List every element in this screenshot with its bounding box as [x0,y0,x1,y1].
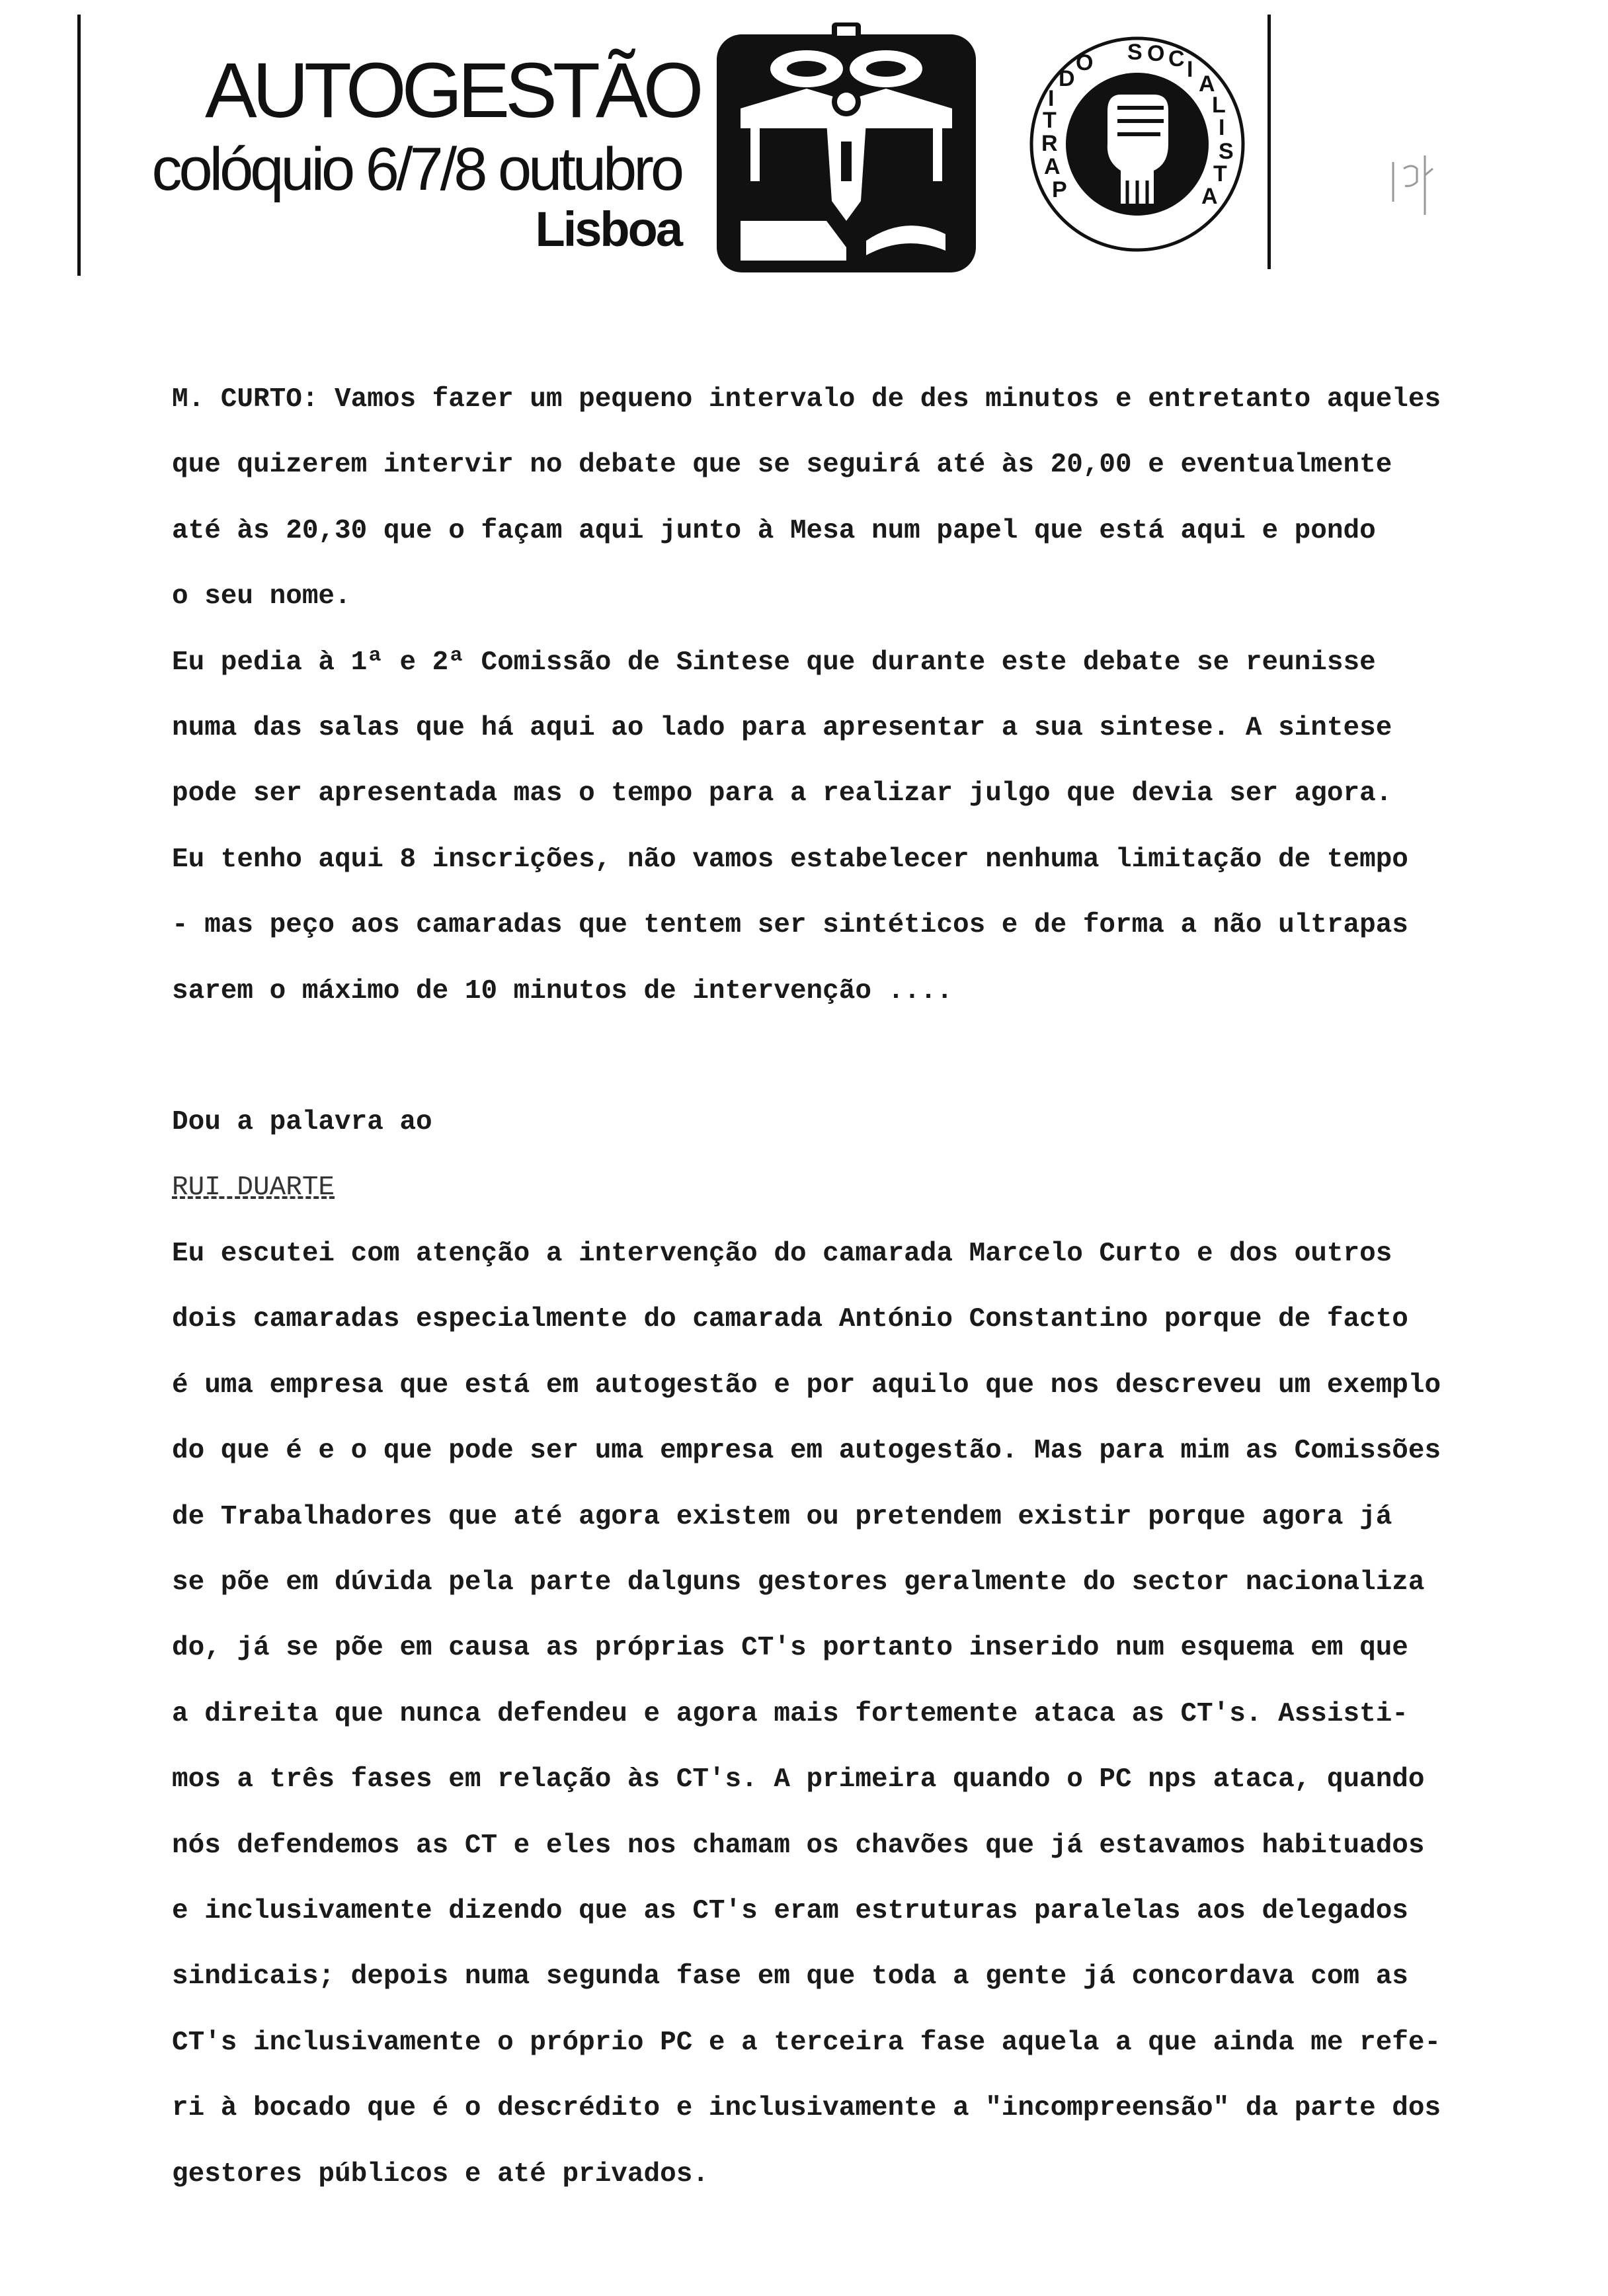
text-line: o seu nome. [172,581,351,612]
svg-text:A: A [1201,184,1218,209]
text-line: pode ser apresentada mas o tempo para a realizar julgo que devia ser agora. [172,778,1392,809]
speech-line: a direita que nunca defendeu e agora mais fortemente ataca as CT's. Assisti- [172,1698,1408,1729]
svg-text:I: I [1048,86,1055,111]
svg-text:O: O [1076,50,1094,75]
text-line: - mas peço aos camaradas que tentem ser sintéticos e de forma a não ultrapas [172,910,1408,941]
speech-line: Eu escutei com atenção a intervenção do camarada Marcelo Curto e dos outros [172,1238,1392,1269]
text-line: sarem o máximo de 10 minutos de intervenção .... [172,975,953,1006]
svg-text:O: O [1147,41,1165,66]
svg-text:I: I [1187,57,1193,82]
speech-line: ri à bocado que é o descrédito e inclusivamente a "incompreensão" da parte dos [172,2093,1441,2124]
speech-line: de Trabalhadores que até agora existem ou pretendem existir porque agora já [172,1501,1392,1532]
svg-text:A: A [1044,154,1061,179]
svg-text:P: P [1052,177,1067,202]
colloquium-title: AUTOGESTÃO [205,47,700,134]
colloquium-city: Lisboa [535,202,681,257]
svg-text:S: S [1219,139,1234,164]
text-line: que quizerem intervir no debate que se seguirá até às 20,00 e eventualmente [172,450,1392,481]
speech-line: do, já se põe em causa as próprias CT's portanto inserido num esquema em que [172,1633,1408,1664]
text-line: Eu pedia à 1ª e 2ª Comissão de Sintese que durante este debate se reunisse [172,647,1376,678]
speech-line: dois camaradas especialmente do camarada António Constantino porque de facto [172,1304,1408,1335]
svg-text:I: I [1219,115,1225,140]
text-line: numa das salas que há aqui ao lado para apresentar a sua sintese. A sintese [172,713,1392,744]
speech-line: mos a três fases em relação às CT's. A primeira quando o PC nps ataca, quando [172,1764,1425,1795]
header-right-rule [1267,15,1271,269]
autogestao-emblem-logo [714,22,979,275]
svg-text:T: T [1043,108,1057,133]
speech-line: é uma empresa que está em autogestão e por aquilo que nos descreveu um exemplo [172,1370,1441,1401]
svg-text:D: D [1059,66,1075,91]
speech-line: sindicais; depois numa segunda fase em que toda a gente já concordava com as [172,1961,1408,1992]
colloquium-dates: colóquio 6/7/8 outubro [151,136,681,203]
header-left-rule [77,15,81,276]
svg-text:R: R [1041,131,1058,156]
speech-line: gestores públicos e até privados. [172,2158,709,2190]
svg-text:A: A [1199,71,1215,97]
paragraph-gap [172,1024,1508,1090]
page-number-mark [1385,149,1438,222]
speech-line: nós defendemos as CT e eles nos chamam os chavões que já estavamos habituados [172,1830,1425,1861]
text-line: até às 20,30 que o façam aqui junto à Mesa num papel que está aqui e pondo [172,515,1376,546]
transcript-body [172,367,1508,2207]
text-line: Eu tenho aqui 8 inscrições, não vamos estabelecer nenhuma limitação de tempo [172,844,1408,875]
text-line: M. CURTO: Vamos fazer um pequeno intervalo de des minutos e entretanto aqueles [172,384,1441,415]
speaker-name: RUI DUARTE [172,1172,335,1204]
partido-socialista-logo [1028,32,1246,257]
svg-text:T: T [1213,161,1227,186]
speech-line: do que é e o que pode ser uma empresa em autogestão. Mas para mim as Comissões [172,1436,1441,1467]
speech-line: se põe em dúvida pela parte dalguns gestores geralmente do sector nacionaliza [172,1567,1425,1598]
svg-text:C: C [1168,46,1185,71]
svg-text:L: L [1212,93,1226,118]
speech-line: CT's inclusivamente o próprio PC e a terceira fase aquela a que ainda me refe- [172,2027,1441,2058]
speech-line: e inclusivamente dizendo que as CT's eram estruturas paralelas aos delegados [172,1895,1408,1926]
svg-text:S: S [1127,40,1143,65]
text-line: Dou a palavra ao [172,1107,432,1138]
